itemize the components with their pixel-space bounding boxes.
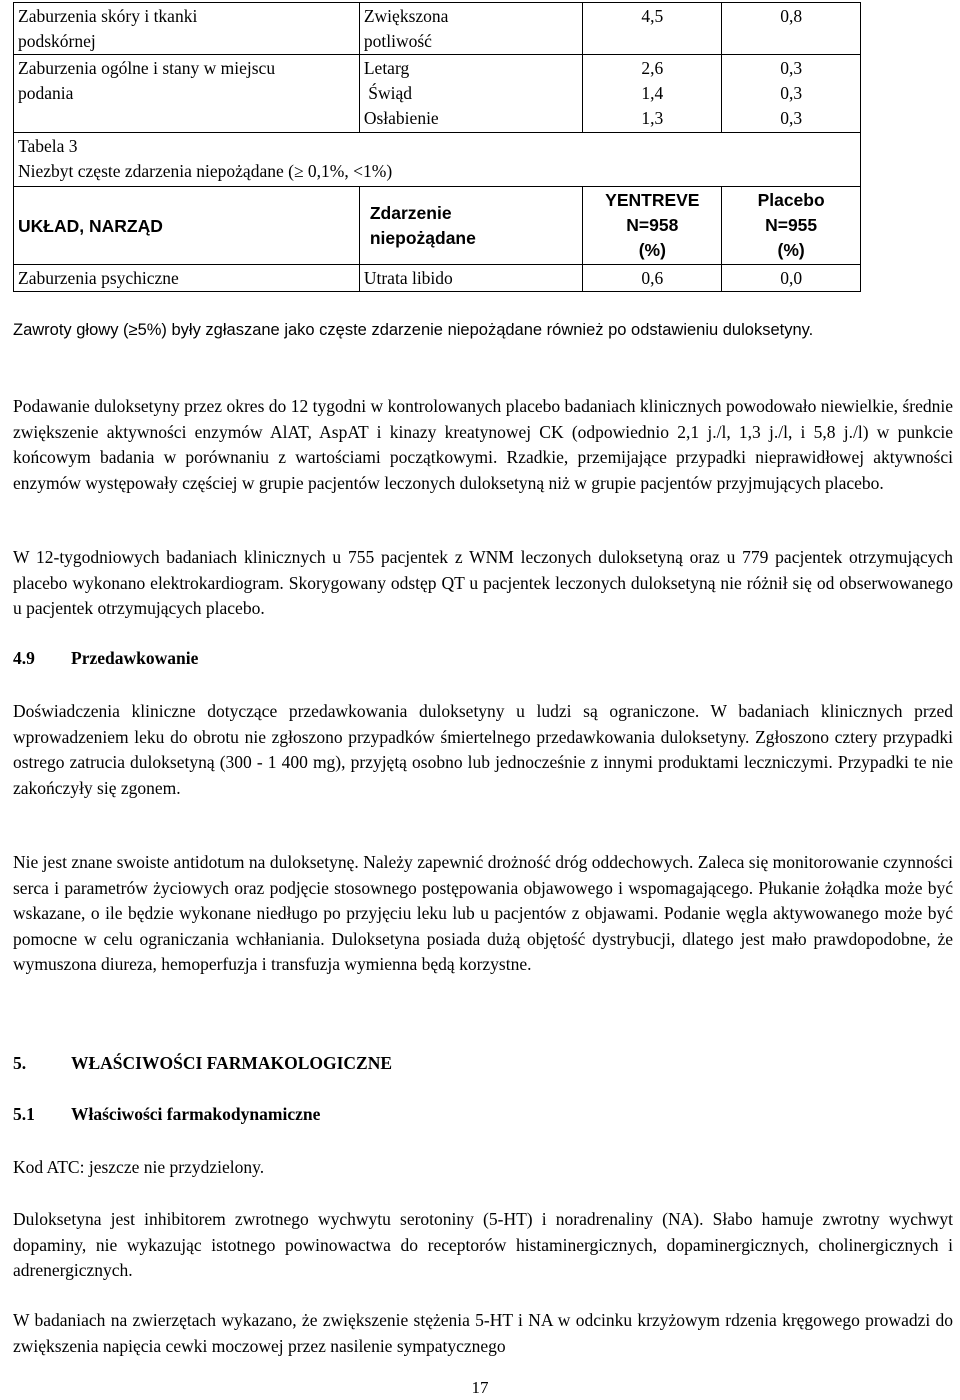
- header-placebo: Placebo N=955 (%): [722, 187, 861, 265]
- placebo-cell: 0,8: [722, 3, 861, 55]
- paragraph-animal-studies: W badaniach na zwierzętach wykazano, że zwiększenie stężenia 5-HT i NA w odcinku krzyżowym rdzenia kręgowego prowadzi do zwiększenia napięcia cewki moczowej przez nasilenie sympatycznego: [13, 1310, 953, 1356]
- header-system: UKŁAD, NARZĄD: [14, 187, 360, 265]
- section-heading-5-1: 5.1 Właściwości farmakodynamiczne: [13, 1104, 321, 1124]
- table-row: [14, 55, 861, 133]
- paragraph-ecg: W 12-tygodniowych badaniach klinicznych u 755 pacjentek z WNM leczonych duloksetyną oraz u 779 pacjentek otrzymujących placebo wykonano elektrokardiogram. Skorygowany odstęp QT u pacjentek leczonych duloksetyną nie różnił się od obserwowanego u pacjentek otrzymujących placebo.: [13, 547, 953, 618]
- paragraph-enzymes: Podawanie duloksetyny przez okres do 12 tygodni w kontrolowanych placebo badaniach klinicznych powodowało niewielkie, średnie zwiększenie aktywności enzymów AlAT, AspAT i kinazy kreatynowej CK (odpowiednio 2,1 j./l, 1,3 j./l, i 5,8 j./l) w punkcie końcowym badania w porównaniu z wartościami początkowymi. Rzadkie, przemijające przypadki nieprawidłowej aktywności enzymów występowały częściej w grupie pacjentów leczonych duloksetyną niż w grupie pacjentów przyjmujących placebo.: [13, 396, 953, 493]
- event-cell: Zwiększona potliwość: [359, 3, 583, 55]
- system-cell: Zaburzenia psychiczne: [14, 265, 360, 292]
- table-row: [14, 3, 861, 55]
- yentreve-cell: 2,6 1,4 1,3: [583, 55, 722, 133]
- section-heading-5: 5. WŁAŚCIWOŚCI FARMAKOLOGICZNE: [13, 1053, 393, 1073]
- header-event: Zdarzenie niepożądane: [359, 187, 583, 265]
- yentreve-cell: 0,6: [583, 265, 722, 292]
- paragraph-dizziness: Zawroty głowy (≥5%) były zgłaszane jako częste zdarzenie niepożądane również po odstawieniu duloksetyny.: [13, 321, 814, 339]
- table-subtitle: Niezbyt częste zdarzenia niepożądane (≥ 0,1%, <1%): [18, 161, 393, 181]
- event-cell: Utrata libido: [359, 265, 583, 292]
- table-title: Tabela 3: [18, 136, 78, 156]
- adverse-events-table-continued: [13, 2, 861, 292]
- table-caption-row: [14, 133, 861, 187]
- yentreve-cell: 4,5: [583, 3, 722, 55]
- paragraph-overdose-management: Nie jest znane swoiste antidotum na duloksetynę. Należy zapewnić drożność dróg oddechowych. Zaleca się monitorowanie czynności serca i parametrów życiowych oraz podjęcie stosownego postępowania objawowego i wspomagającego. Płukanie żołądka może być wskazane, o ile będzie wykonane niedługo po przyjęciu leku lub u pacjentów z objawami. Podanie węgla aktywowanego może być pomocne w celu ograniczania wchłaniania. Duloksetyna posiada dużą objętość dystrybucji, dlatego jest mało prawdopodobne, że wymuszona diureza, hemoperfuzja i transfuzja wymienna będą korzystne.: [13, 852, 953, 974]
- page-number: 17: [471, 1378, 489, 1397]
- paragraph-overdose-experience: Doświadczenia kliniczne dotyczące przedawkowania duloksetyny u ludzi są ograniczone. W badaniach klinicznych przed wprowadzeniem leku do obrotu nie zgłoszono przypadków śmiertelnego przedawkowania duloksetyny. Zgłoszono cztery przypadki ostrego zatrucia duloksetyną (300 - 1 400 mg), przyjętą osobno lub jednocześnie z innymi produktami leczniczymi. Przypadki te nie zakończyły się zgonem.: [13, 701, 953, 798]
- table-caption: [14, 133, 861, 187]
- section-heading-4-9: 4.9 Przedawkowanie: [13, 648, 199, 668]
- table-row: [14, 265, 861, 292]
- event-cell: Letarg Świąd Osłabienie: [359, 55, 583, 133]
- system-cell: Zaburzenia ogólne i stany w miejscu podania: [14, 55, 360, 133]
- placebo-cell: 0,0: [722, 265, 861, 292]
- paragraph-mechanism: Duloksetyna jest inhibitorem zwrotnego wychwytu serotoniny (5-HT) i noradrenaliny (NA). Słabo hamuje zwrotny wychwyt dopaminy, nie wykazując istotnego powinowactwa do receptorów histaminergicznych, dopaminergicznych, cholinergicznych i adrenergicznych.: [13, 1209, 953, 1280]
- system-cell: Zaburzenia skóry i tkanki podskórnej: [14, 3, 360, 55]
- placebo-cell: 0,3 0,3 0,3: [722, 55, 861, 133]
- paragraph-atc-code: Kod ATC: jeszcze nie przydzielony.: [13, 1157, 265, 1177]
- header-yentreve: YENTREVE N=958 (%): [583, 187, 722, 265]
- table-header-row: [14, 187, 861, 265]
